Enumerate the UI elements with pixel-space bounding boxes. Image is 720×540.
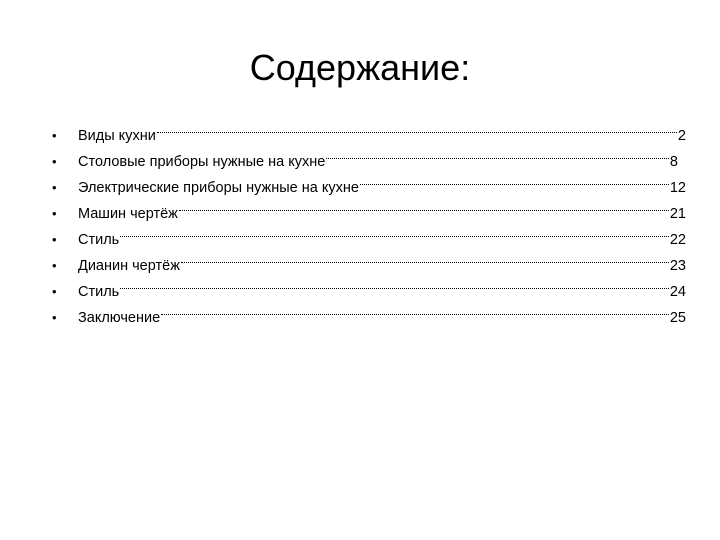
bullet-icon: • — [52, 232, 57, 247]
toc-entry-title: Стиль — [78, 284, 120, 300]
dot-leader — [178, 192, 670, 218]
bullet-icon: • — [52, 284, 57, 299]
dot-leader — [119, 270, 670, 296]
toc-entry-title: Электрические приборы нужные на кухне — [78, 180, 359, 196]
toc-page-number: 8 — [669, 154, 678, 170]
toc-item — [52, 296, 686, 326]
dot-leader — [160, 296, 670, 322]
dot-leader — [156, 114, 678, 140]
toc-page-number: 12 — [669, 180, 686, 196]
toc-entry-title: Стиль — [78, 232, 120, 248]
toc-page-number: 23 — [669, 258, 686, 274]
toc-entry-title: Заключение — [78, 310, 161, 326]
bullet-icon: • — [52, 128, 57, 143]
bullet-icon: • — [52, 206, 57, 221]
toc-page-number: 25 — [669, 310, 686, 326]
bullet-icon: • — [52, 180, 57, 195]
toc-item — [52, 192, 686, 222]
table-of-contents — [52, 114, 686, 326]
toc-page-number: 21 — [669, 206, 686, 222]
toc-entry-title: Виды кухни — [78, 128, 156, 144]
toc-page-number: 2 — [677, 128, 686, 144]
toc-item — [52, 270, 686, 300]
toc-item — [52, 140, 686, 170]
bullet-icon: • — [52, 310, 57, 325]
toc-entry-title: Дианин чертёж — [78, 258, 180, 274]
toc-entry-title: Столовые приборы нужные на кухне — [78, 154, 326, 170]
toc-entry — [78, 296, 686, 331]
toc-item — [52, 244, 686, 274]
toc-item — [52, 218, 686, 248]
dot-leader — [325, 140, 670, 166]
slide-title: Содержание: — [249, 47, 471, 88]
toc-item — [52, 114, 686, 144]
toc-page-number: 24 — [669, 284, 686, 300]
toc-page-number: 22 — [669, 232, 686, 248]
toc-item — [52, 166, 686, 196]
dot-leader — [359, 166, 670, 192]
bullet-icon: • — [52, 154, 57, 169]
dot-leader — [180, 244, 670, 270]
toc-entry-title: Машин чертёж — [78, 206, 178, 222]
dot-leader — [119, 218, 670, 244]
bullet-icon: • — [52, 258, 57, 273]
